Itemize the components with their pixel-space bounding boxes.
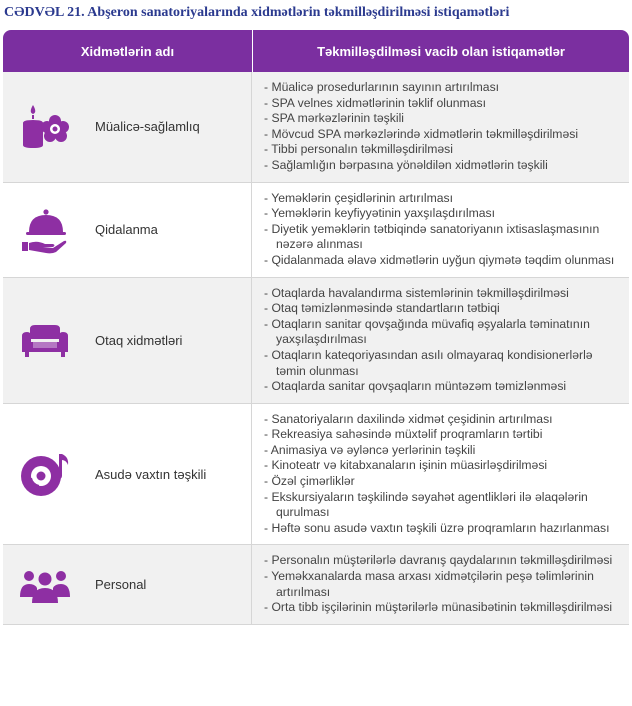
music-disc-icon — [19, 448, 71, 500]
table-row — [3, 545, 629, 624]
service-name: Personal — [95, 577, 147, 593]
list-item: - Personalın müştərilərlə davranış qaydalarının təkmilləşdirilməsi — [264, 553, 619, 569]
directions-cell — [252, 278, 629, 403]
list-item: - Yeməklərin keyfiyyətinin yaxşılaşdırılması — [264, 206, 619, 222]
services-table — [3, 30, 629, 706]
people-group-icon — [19, 559, 71, 611]
service-name: Qidalanma — [95, 222, 158, 238]
service-cell — [3, 404, 252, 545]
table-header — [3, 30, 629, 72]
table-row — [3, 72, 629, 183]
list-item: - Orta tibb işçilərinin müştərilərlə münasibətinin təkmilləşdirilməsi — [264, 600, 619, 616]
list-item: - Qidalanmada əlavə xidmətlərin uyğun qiymətə təqdim olunması — [264, 253, 619, 269]
header-directions: Təkmilləşdilməsi vacib olan istiqamətlər — [317, 43, 565, 59]
service-cell — [3, 278, 252, 403]
directions-cell — [252, 404, 629, 545]
directions-cell — [252, 183, 629, 277]
list-item: - Kinoteatr və kitabxanaların işinin müasirləşdirilməsi — [264, 458, 619, 474]
list-item: - Özəl çimərliklər — [264, 474, 619, 490]
service-name: Müalicə-sağlamlıq — [95, 119, 200, 135]
list-item: - SPA mərkəzlərinin təşkili — [264, 111, 619, 127]
service-cell — [3, 72, 252, 182]
directions-cell — [252, 545, 629, 623]
list-item: - Həftə sonu asudə vaxtın təşkili üzrə proqramların hazırlanması — [264, 521, 619, 537]
service-cell — [3, 545, 252, 623]
service-name: Asudə vaxtın təşkili — [95, 466, 207, 482]
service-cell — [3, 183, 252, 277]
list-item: - Otaqlarda sanitar qovşaqların müntəzəm təmizlənməsi — [264, 379, 619, 395]
header-service-name: Xidmətlərin adı — [3, 30, 253, 72]
list-item: - Diyetik yeməklərin tətbiqində sanatoriyanın ixtisaslaşmasının nəzərə alınması — [264, 222, 619, 253]
sofa-icon — [19, 314, 71, 366]
list-item: - Animasiya və əyləncə yerlərinin təşkili — [264, 443, 619, 459]
table-row — [3, 404, 629, 546]
list-item: - Otaqlarda havalandırma sistemlərinin təkmilləşdirilməsi — [264, 286, 619, 302]
list-item: - Mövcud SPA mərkəzlərində xidmətlərin təkmilləşdirilməsi — [264, 127, 619, 143]
list-item: - Otaqların kateqoriyasından asılı olmayaraq kondisionerlərlə təmin olunması — [264, 348, 619, 379]
table-row — [3, 183, 629, 278]
table-caption: CƏDVƏL 21. Abşeron sanatoriyalarında xidmətlərin təkmilləşdirilməsi istiqamətləri — [4, 5, 510, 20]
list-item: - Yeməklərin çeşidlərinin artırılması — [264, 191, 619, 207]
candle-flower-icon — [19, 101, 71, 153]
table-row — [3, 278, 629, 404]
list-item: - Yeməkxanalarda masa arxası xidmətçilərin peşə təlimlərinin artırılması — [264, 569, 619, 600]
list-item: - Otaqların sanitar qovşağında müvafiq əşyalarla təminatının yaxşılaşdırılması — [264, 317, 619, 348]
list-item: - Sağlamlığın bərpasına yönəldilən xidmətlərin təşkili — [264, 158, 619, 174]
serving-cloche-icon — [19, 204, 71, 256]
list-item: - Ekskursiyaların təşkilində səyahət agentlikləri ilə əlaqələrin qurulması — [264, 490, 619, 521]
list-item: - Sanatoriyaların daxilində xidmət çeşidinin artırılması — [264, 412, 619, 428]
list-item: - SPA velnes xidmətlərinin təklif olunması — [264, 96, 619, 112]
directions-cell — [252, 72, 629, 182]
service-name: Otaq xidmətləri — [95, 332, 183, 348]
list-item: - Tibbi personalın təkmilləşdirilməsi — [264, 142, 619, 158]
list-item: - Müalicə prosedurlarının sayının artırılması — [264, 80, 619, 96]
list-item: - Rekreasiya sahəsində müxtəlif proqramların tərtibi — [264, 427, 619, 443]
list-item: - Otaq təmizlənməsində standartların tətbiqi — [264, 301, 619, 317]
